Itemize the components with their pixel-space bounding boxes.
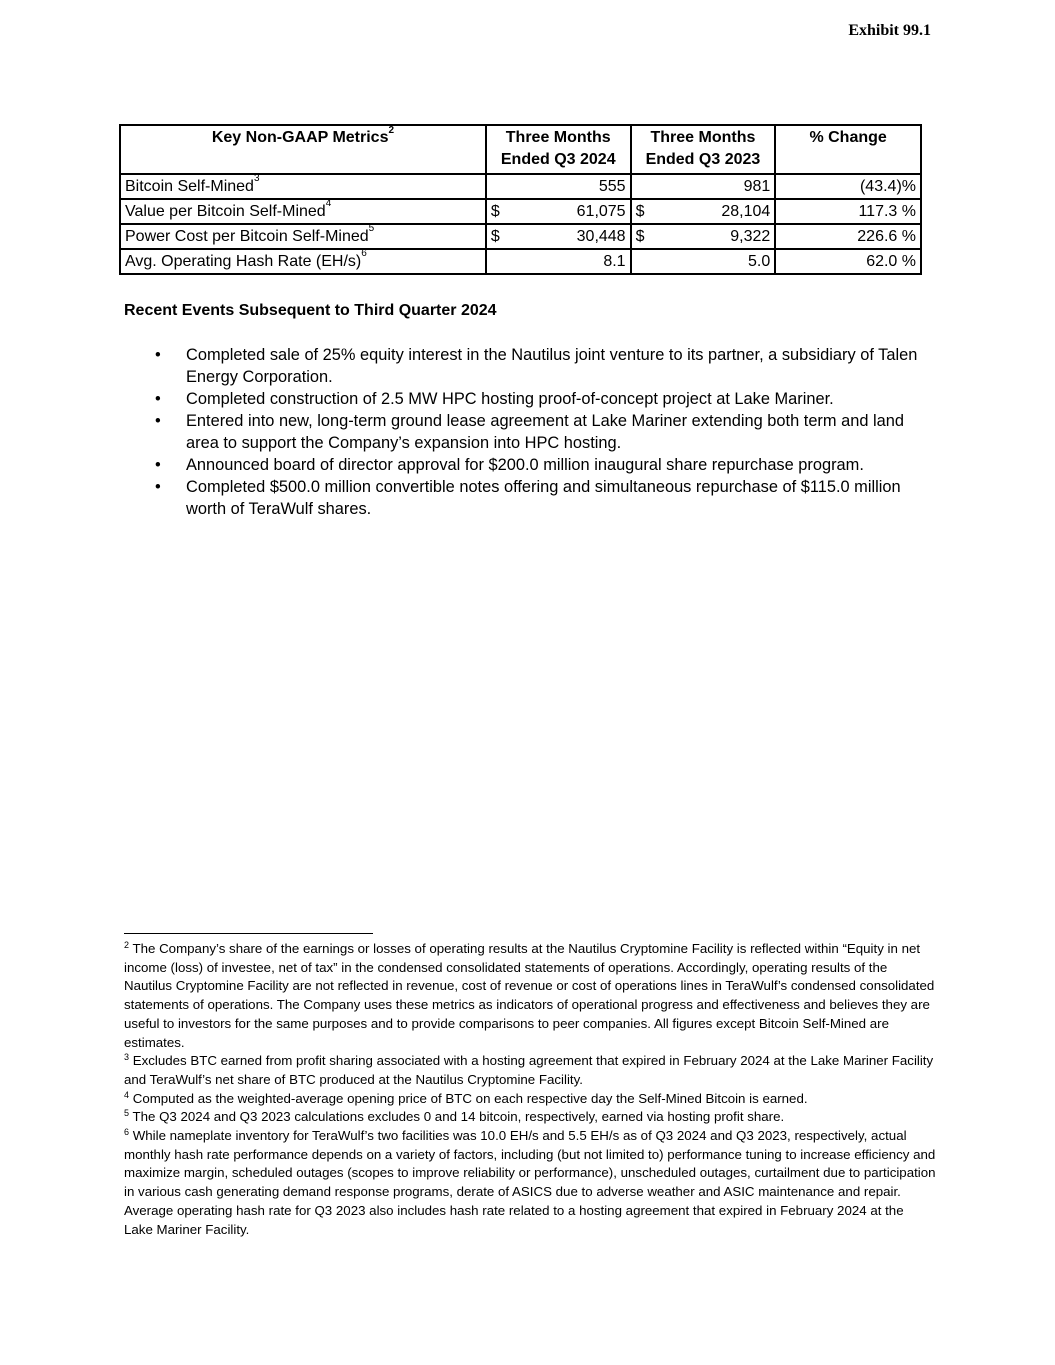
currency-symbol: $ xyxy=(635,228,645,245)
footnote-ref: 2 xyxy=(388,125,395,136)
header-metric-label: Key Non-GAAP Metrics xyxy=(211,129,389,146)
header-metric xyxy=(120,125,486,174)
table-header-row xyxy=(120,125,921,174)
metric-label-text: Avg. Operating Hash Rate (EH/s) xyxy=(125,253,362,270)
header-q3-2024-line2: Ended Q3 2024 xyxy=(500,151,616,168)
footnote xyxy=(124,1052,936,1089)
value-text: 8.1 xyxy=(603,253,626,270)
table-row xyxy=(120,174,921,199)
value-q3-2023 xyxy=(631,174,776,199)
list-item-text: Announced board of director approval for $200.0 million inaugural share repurchase program. xyxy=(186,456,864,474)
value-text: 30,448 xyxy=(576,228,626,245)
currency-symbol: $ xyxy=(490,203,500,220)
value-text: 5.0 xyxy=(748,253,771,270)
list-item xyxy=(124,344,934,388)
value-change: 117.3 % xyxy=(775,199,921,224)
footnote-text: The Q3 2024 and Q3 2023 calculations excludes 0 and 14 bitcoin, respectively, earned via hosting profit share. xyxy=(129,1109,785,1125)
metric-label-text: Value per Bitcoin Self-Mined xyxy=(125,203,326,220)
value-text: 555 xyxy=(598,178,626,195)
footnote-divider xyxy=(124,933,373,934)
exhibit-label: Exhibit 99.1 xyxy=(848,22,931,39)
recent-events-heading: Recent Events Subsequent to Third Quarter 2024 xyxy=(124,302,497,319)
footnote-text: Computed as the weighted-average opening price of BTC on each respective day the Self-Mined Bitcoin is earned. xyxy=(129,1090,808,1106)
header-q3-2023 xyxy=(631,125,776,174)
value-text: 981 xyxy=(743,178,771,195)
value-change: 226.6 % xyxy=(775,224,921,249)
value-q3-2023 xyxy=(631,199,776,224)
footnote xyxy=(124,940,936,1052)
footnotes xyxy=(124,940,936,1239)
metric-label-text: Power Cost per Bitcoin Self-Mined xyxy=(125,228,369,245)
value-q3-2024 xyxy=(486,199,631,224)
value-text: 28,104 xyxy=(721,203,771,220)
metric-label xyxy=(120,224,486,249)
key-metrics-table xyxy=(119,124,922,275)
header-q3-2024-line1: Three Months xyxy=(505,129,611,146)
value-change: 62.0 % xyxy=(775,249,921,274)
list-item xyxy=(124,388,934,410)
value-text: 61,075 xyxy=(576,203,626,220)
value-q3-2024 xyxy=(486,249,631,274)
table-row xyxy=(120,224,921,249)
footnote-text: The Company’s share of the earnings or losses of operating results at the Nautilus Cryptomine Facility is reflected within “Equity in net income (loss) of investee, net of tax” in the condensed consolidated statements of operations. Accordingly, operating results of the Nautilus Cryptomine Facility are not reflected in revenue, cost of revenue or cost of operations lines in TeraWulf’s condensed consolidated statements of operations. The Company uses these metrics as indicators of operational progress and effectiveness and believes they are useful to investors for the same purposes and to provide comparisons to peer companies. All figures except Bitcoin Self-Mined are estimates. xyxy=(124,941,935,1050)
footnote-number: 4 xyxy=(124,1089,130,1100)
footnote-number: 2 xyxy=(124,940,130,950)
footnote xyxy=(124,1090,936,1109)
bullet-icon: • xyxy=(155,412,161,430)
table-row xyxy=(120,249,921,274)
footnote-number: 5 xyxy=(124,1108,130,1119)
bullet-icon: • xyxy=(155,478,161,496)
table-row xyxy=(120,199,921,224)
footnote-text: While nameplate inventory for TeraWulf’s two facilities was 10.0 EH/s and 5.5 EH/s as of Q3 2024 and Q3 2023, respectively, actual monthly hash rate performance depends on a variety of factors, including (but not limited to) performance tuning to increase efficiency and maximize margin, scheduled outages (scopes to improve reliability or performance), unscheduled outages, curtailment due to participation in various cash generating demand response programs, derate of ASICS due to adverse weather and ASIC maintenance and repair. Average operating hash rate for Q3 2023 also includes hash rate related to a hosting agreement that expired in February 2024 at the Lake Mariner Facility. xyxy=(124,1128,936,1237)
header-q3-2023-line1: Three Months xyxy=(650,129,756,146)
value-q3-2024 xyxy=(486,174,631,199)
footnote-ref: 6 xyxy=(361,248,367,259)
footnote-ref: 5 xyxy=(368,223,375,234)
value-q3-2024 xyxy=(486,224,631,249)
value-q3-2023 xyxy=(631,249,776,274)
bullet-icon: • xyxy=(155,346,161,364)
footnote-ref: 4 xyxy=(325,198,332,209)
list-item-text: Completed construction of 2.5 MW HPC hosting proof-of-concept project at Lake Mariner. xyxy=(186,390,834,408)
list-item-text: Entered into new, long-term ground lease agreement at Lake Mariner extending both term and land area to support the Company’s expansion into HPC hosting. xyxy=(186,412,904,452)
metric-label xyxy=(120,199,486,224)
metric-label-text: Bitcoin Self-Mined xyxy=(125,178,254,195)
currency-symbol: $ xyxy=(490,228,500,245)
list-item xyxy=(124,454,934,476)
footnote-number: 3 xyxy=(124,1052,130,1063)
list-item xyxy=(124,410,934,454)
recent-events-list xyxy=(124,344,934,520)
header-q3-2023-line2: Ended Q3 2023 xyxy=(645,151,761,168)
footnote-ref: 3 xyxy=(253,173,260,184)
header-q3-2024 xyxy=(486,125,631,174)
currency-symbol: $ xyxy=(635,203,645,220)
list-item xyxy=(124,476,934,520)
metric-label xyxy=(120,174,486,199)
bullet-icon: • xyxy=(155,390,161,408)
footnote-number: 6 xyxy=(124,1127,130,1138)
value-change: (43.4)% xyxy=(775,174,921,199)
list-item-text: Completed sale of 25% equity interest in the Nautilus joint venture to its partner, a subsidiary of Talen Energy Corporation. xyxy=(186,346,918,386)
footnote xyxy=(124,1108,936,1127)
list-item-text: Completed $500.0 million convertible notes offering and simultaneous repurchase of $115.0 million worth of TeraWulf shares. xyxy=(186,478,901,518)
footnote xyxy=(124,1127,936,1239)
value-q3-2023 xyxy=(631,224,776,249)
header-change: % Change xyxy=(775,125,921,174)
footnote-text: Excludes BTC earned from profit sharing associated with a hosting agreement that expired in February 2024 at the Lake Mariner Facility and TeraWulf’s net share of BTC produced at the Nautilus Cryptomine Facility. xyxy=(124,1053,934,1087)
value-text: 9,322 xyxy=(730,228,771,245)
metric-label xyxy=(120,249,486,274)
bullet-icon: • xyxy=(155,456,161,474)
